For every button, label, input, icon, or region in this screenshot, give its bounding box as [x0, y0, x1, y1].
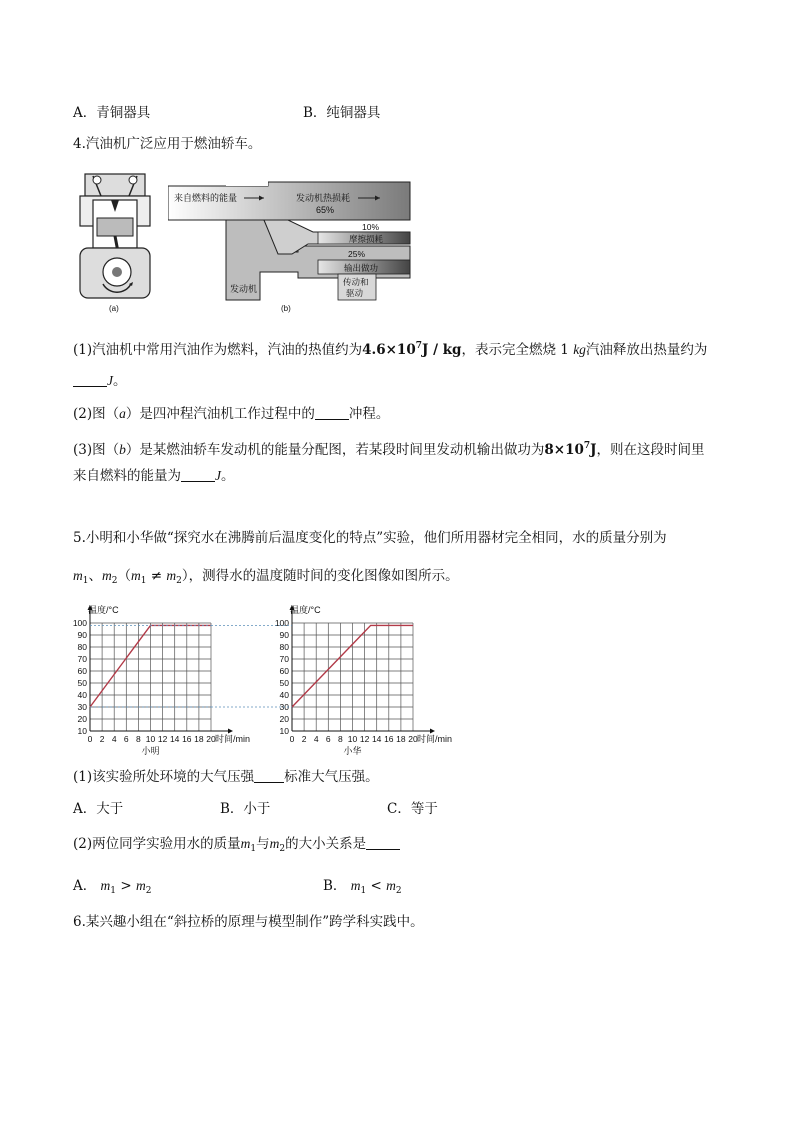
y-tick-label: 10 [77, 726, 87, 736]
x-tick-label: 6 [123, 734, 129, 744]
sankey-heat-pct: 65% [316, 205, 335, 215]
x-tick-label: 4 [111, 734, 117, 744]
x-tick-label: 2 [301, 734, 307, 744]
sankey-drive-label-1: 传动和 [343, 277, 369, 287]
y-tick-label: 10 [279, 726, 289, 736]
x-tick-label: 12 [359, 734, 370, 744]
x-axis-arrow [228, 729, 233, 734]
answer-blank[interactable] [73, 372, 107, 387]
q3-option-b: B．纯铜器具 [303, 105, 381, 121]
y-tick-label: 30 [77, 702, 87, 712]
sankey-heat-loss-label: 发动机热损耗 [296, 193, 351, 203]
y-tick-label: 40 [279, 690, 289, 700]
x-tick-label: 18 [194, 734, 204, 744]
answer-blank[interactable] [315, 405, 349, 420]
x-axis-label: 时间/min [417, 734, 453, 744]
sankey-output-label: 输出做功 [344, 263, 379, 273]
q5-part-1: (1)该实验所处环境的大气压强 标准大气压强。 [73, 769, 379, 785]
chart-title: 小华 [343, 746, 362, 756]
x-axis-arrow [430, 729, 435, 734]
y-tick-label: 20 [77, 714, 87, 724]
answer-blank[interactable] [366, 835, 400, 850]
y-tick-label: 100 [274, 618, 289, 628]
q4-part-1: (1)汽油机中常用汽油作为燃料，汽油的热值约为$4.6\times 10^7J$ / kg，表示完全燃烧 1 kg汽油释放出热量约为 [73, 341, 708, 358]
y-tick-label: 70 [77, 654, 87, 664]
answer-blank[interactable] [254, 768, 284, 783]
q5-stem-2: $m_1$、$m_2(m_1 \ne m_2)$，测得水的温度随时间的变化图像如图所示。 [73, 568, 459, 586]
q5-option-b: B．小于 [220, 801, 271, 817]
sankey-input-label: 来自燃料的能量 [174, 193, 238, 203]
y-tick-label: 80 [77, 642, 87, 652]
x-tick-label: 10 [347, 734, 358, 744]
sankey-friction-pct: 10% [362, 222, 380, 232]
y-tick-label: 90 [279, 630, 289, 640]
x-tick-label: 14 [169, 734, 180, 744]
y-tick-label: 100 [72, 618, 87, 628]
q4-part-3-cont: 来自燃料的能量为 J。 [73, 468, 235, 484]
q5-part-2: (2)两位同学实验用水的质量$m_1$与$m_2$的大小关系是 [73, 834, 400, 859]
y-tick-label: 70 [279, 654, 289, 664]
x-tick-label: 14 [371, 734, 382, 744]
x-tick-label: 16 [384, 734, 394, 744]
figure-a-label: (a) [109, 304, 119, 313]
energy-flow-diagram [168, 172, 418, 302]
temperature-time-charts [60, 596, 480, 756]
x-tick-label: 12 [157, 734, 168, 744]
sankey-output-pct: 25% [348, 249, 366, 259]
x-tick-label: 0 [87, 734, 93, 744]
engine-cross-section-figure [75, 172, 165, 302]
x-tick-label: 0 [289, 734, 295, 744]
q5-option-a: A．大于 [73, 801, 124, 817]
y-tick-label: 40 [77, 690, 87, 700]
x-tick-label: 2 [99, 734, 105, 744]
q6-stem: 6.某兴趣小组在“斜拉桥的原理与模型制作”跨学科实践中。 [73, 914, 424, 930]
q5-stem-1: 5.小明和小华做“探究水在沸腾前后温度变化的特点”实验，他们所用器材完全相同，水的质量分别为 [73, 530, 667, 546]
y-axis-label: 温度/°C [88, 605, 119, 615]
q5-part-2-option-a: A． $m_1 > m_2$ [73, 878, 152, 896]
y-tick-label: 30 [279, 702, 289, 712]
x-tick-label: 4 [313, 734, 319, 744]
x-tick-label: 8 [136, 734, 141, 744]
q5-part-2-option-b: B． $m_1 < m_2$ [323, 878, 402, 896]
x-tick-label: 16 [182, 734, 192, 744]
q4-part-3: (3)图（b）是某燃油轿车发动机的能量分配图，若某段时间里发动机输出做功为$8\times 10^7J$，则在这段时间里 [73, 441, 705, 458]
figure-b-label: (b) [281, 304, 291, 313]
q5-option-c: C．等于 [387, 801, 438, 817]
q4-part-2: (2)图（a）是四冲程汽油机工作过程中的 冲程。 [73, 406, 390, 422]
y-tick-label: 50 [279, 678, 289, 688]
x-tick-label: 8 [338, 734, 343, 744]
y-tick-label: 50 [77, 678, 87, 688]
x-tick-label: 10 [145, 734, 156, 744]
chart-title: 小明 [141, 746, 160, 756]
y-tick-label: 80 [279, 642, 289, 652]
x-axis-label: 时间/min [215, 734, 251, 744]
y-tick-label: 60 [279, 666, 289, 676]
y-tick-label: 90 [77, 630, 87, 640]
q3-option-a: A．青铜器具 [73, 105, 151, 121]
sankey-drive-label-2: 驱动 [346, 288, 364, 298]
x-tick-label: 20 [206, 734, 216, 744]
x-tick-label: 20 [408, 734, 418, 744]
q4-stem: 4.汽油机广泛应用于燃油轿车。 [73, 136, 262, 152]
x-tick-label: 6 [325, 734, 331, 744]
x-tick-label: 18 [396, 734, 406, 744]
y-tick-label: 20 [279, 714, 289, 724]
sankey-friction-label: 摩擦损耗 [349, 234, 384, 244]
y-tick-label: 60 [77, 666, 87, 676]
q4-part-1-answer: J。 [73, 371, 127, 391]
sankey-engine-label: 发动机 [230, 284, 258, 294]
y-axis-label: 温度/°C [290, 605, 321, 615]
answer-blank[interactable] [181, 467, 215, 482]
